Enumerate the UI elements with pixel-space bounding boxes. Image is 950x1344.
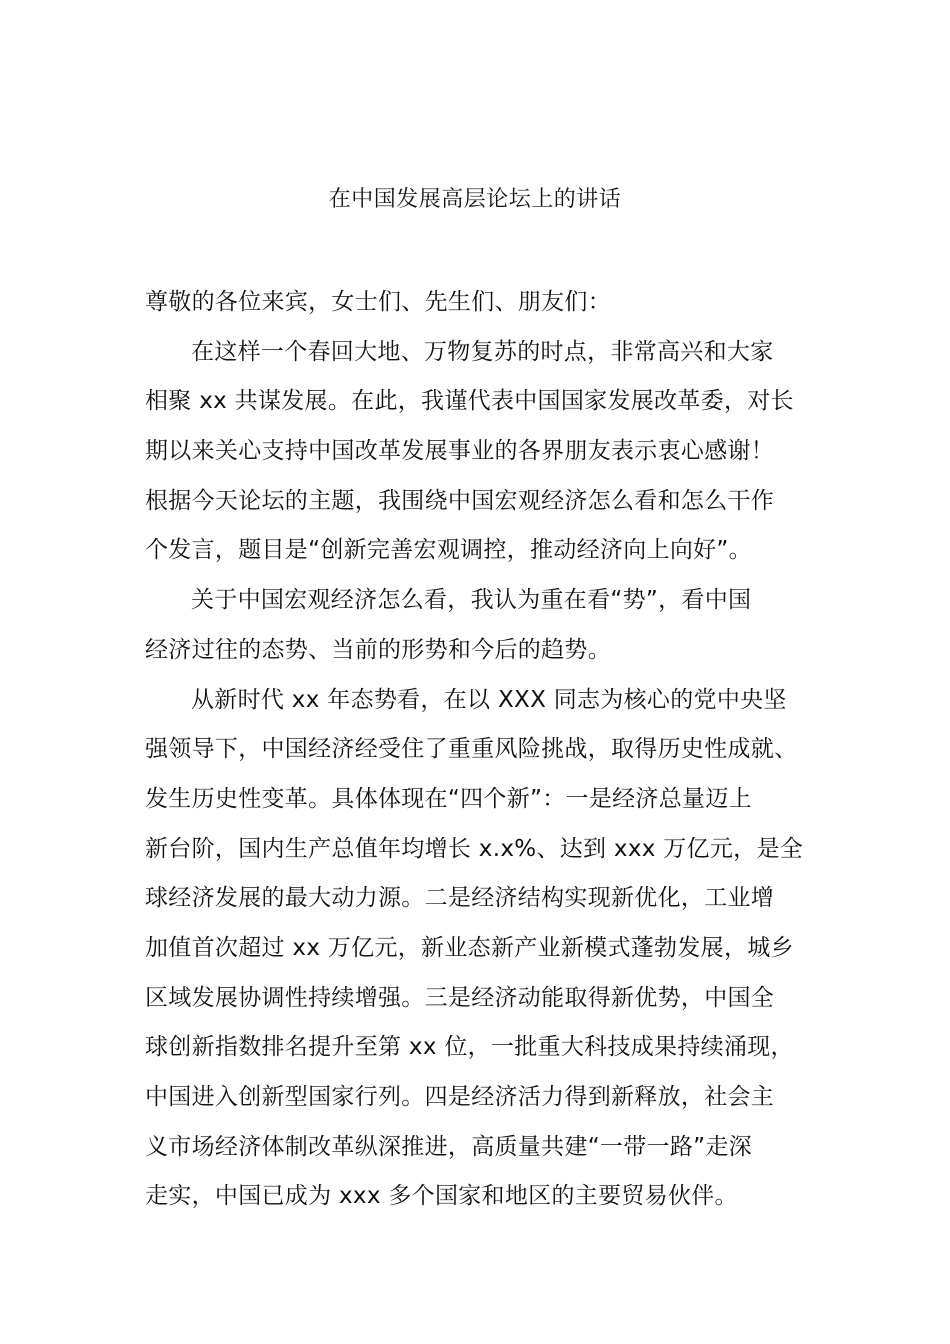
paragraph-line: 相聚 xx 共谋发展。在此，我谨代表中国国家发展改革委，对长	[145, 388, 794, 415]
paragraph-line: 义市场经济体制改革纵深推进，高质量共建“一带一路”走深	[145, 1133, 752, 1160]
paragraph-line: 走实，中国已成为 xxx 多个国家和地区的主要贸易伙伴。	[145, 1183, 738, 1210]
salutation-line: 尊敬的各位来宾，女士们、先生们、朋友们：	[145, 289, 611, 315]
paragraph-line: 区域发展协调性持续增强。三是经济动能取得新优势，中国全	[145, 984, 775, 1011]
paragraph-line: 期以来关心支持中国改革发展事业的各界朋友表示衷心感谢！	[145, 438, 775, 465]
paragraph-line: 加值首次超过 xx 万亿元，新业态新产业新模式蓬勃发展，城乡	[145, 934, 794, 961]
paragraph-line: 关于中国宏观经济怎么看，我认为重在看“势”，看中国	[191, 587, 752, 614]
paragraph-line: 发生历史性变革。具体体现在“四个新”：一是经济总量迈上	[145, 785, 752, 812]
paragraph-line: 从新时代 xx 年态势看，在以 XXX 同志为核心的党中央坚	[191, 686, 787, 713]
paragraph-line: 个发言，题目是“创新完善宏观调控，推动经济向上向好”。	[145, 537, 752, 564]
paragraph-line: 在这样一个春回大地、万物复苏的时点，非常高兴和大家	[191, 338, 774, 365]
paragraph-line: 球创新指数排名提升至第 xx 位，一批重大科技成果持续涌现，	[145, 1034, 794, 1061]
paragraph-line: 经济过往的态势、当前的形势和今后的趋势。	[145, 636, 611, 663]
paragraph-line: 球经济发展的最大动力源。二是经济结构实现新优化，工业增	[145, 885, 775, 912]
paragraph-line: 新台阶，国内生产总值年均增长 x.x%、达到 xxx 万亿元，是全	[145, 835, 804, 862]
paragraph-line: 强领导下，中国经济经受住了重重风险挑战，取得历史性成就、	[145, 736, 798, 763]
paragraph-line: 根据今天论坛的主题，我围绕中国宏观经济怎么看和怎么干作	[145, 487, 775, 514]
document-title: 在中国发展高层论坛上的讲话	[328, 187, 622, 212]
document-body	[145, 284, 825, 1228]
paragraph-line: 中国进入创新型国家行列。四是经济活力得到新释放，社会主	[145, 1084, 775, 1110]
